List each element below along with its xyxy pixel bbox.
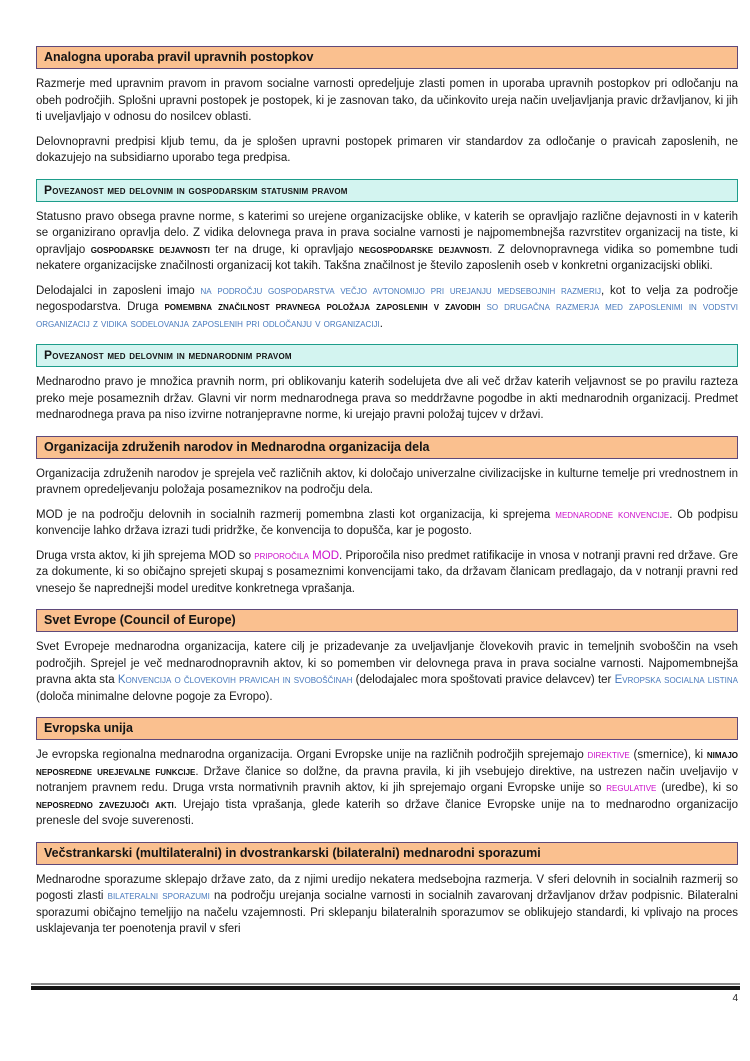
footer-rule-thick xyxy=(31,986,740,990)
section-header: Organizacija združenih narodov in Mednarodna organizacija dela xyxy=(36,436,738,459)
text-run-normal: (smernice), ki xyxy=(629,749,707,761)
paragraph xyxy=(36,548,738,598)
paragraph xyxy=(36,283,738,333)
text-run-normal: Statusno pravo obsega pravne norme, s katerimi so urejene organizacijske oblike, v katerih se opravljajo različne dejavnosti in v katerih se organizirano opravlja delo. Z vidika delovnega prava in prava socialne varnosti je najpomembnejša razvrstitev organizacij na tiste, ki opravljajo xyxy=(36,210,738,256)
text-run-magenta: direktive xyxy=(587,749,630,761)
section-header: Povezanost med delovnim in mednarodnim pravom xyxy=(36,344,738,367)
text-run-normal: Delodajalci in zaposleni imajo xyxy=(36,284,201,297)
text-run-boldcaps: gospodarske dejavnosti xyxy=(90,243,210,256)
text-run-normal: (delodajalec mora spoštovati pravice delavcev) ter xyxy=(352,674,615,686)
paragraph xyxy=(36,134,738,167)
text-run-normal: MOD je na področju delovnih in socialnih razmerij pomembna zlasti kot organizacija, ki sprejema xyxy=(36,508,556,521)
text-run-normal: , kot to velja za področje negospodarstva. Druga xyxy=(36,284,738,313)
text-run-normal: Razmerje med upravnim pravom in pravom socialne varnosti opredeljuje zlasti pomen in uporaba upravnih postopkov pri odločanju na obeh področjih. Splošni upravni postopek je postopek, ki je zasnovan tako, da učinkovito ureja način uveljavljanja pravic državljanov, ki jih ti uveljavljajo v odnosu do nosilcev oblasti. xyxy=(36,78,738,123)
section-header: Evropska unija xyxy=(36,717,738,740)
text-run-blue: so drugačna razmerja med zaposlenimi in vodstvi organizacij z vidika sodelovanja zaposlenih pri odločanju v organizaciji xyxy=(36,301,738,330)
text-run-normal: Mednarodno pravo je množica pravnih norm, pri oblikovanju katerih sodelujeta dve ali več držav katerih veljavnost se po pravilu razteza preko meje posameznih držav. Glavni vir norm mednarodnega prava so meddržavne pogodbe in akti mednarodnih organizacij. Predmet mednarodnega prava pa niso izvirne notranjepravne norme, ki urejajo pravni položaj tujcev v državi. xyxy=(36,376,738,421)
text-run-normal: . Urejajo tista vprašanja, glede katerih so države članice Evropske unije na to mednarodno organizacijo prenesle del svoje suverenosti. xyxy=(36,798,739,827)
footer-divider xyxy=(31,983,740,990)
section-header: Povezanost med delovnim in gospodarskim statusnim pravom xyxy=(36,179,738,202)
text-run-blue: na področju gospodarstva večjo avtonomijo pri urejanju medsebojnih razmerij xyxy=(200,284,602,297)
text-run-normal: Delovnopravni predpisi kljub temu, da je splošen upravni postopek primaren vir standardov za odločanje o pravicah zaposlenih, ne dokazujejo na subsidiarno uporabo tega predpisa. xyxy=(36,135,738,164)
text-run-blue: bilateralni sporazumi xyxy=(107,890,210,902)
text-run-normal: Druga vrsta aktov, ki jih sprejema MOD so xyxy=(36,549,255,562)
text-run-normal: . Države članice so dolžne, da pravna pravila, ki jih vsebujejo direktive, na ustrezen način uveljavijo v notranjem pravnem redu. Druga vrsta normativnih pravnih aktov, ki jih sprejemajo organi Evropske unije so xyxy=(36,765,738,794)
page-number: 4 xyxy=(732,993,738,1004)
text-run-boldcaps: negospodarske dejavnosti xyxy=(358,243,490,256)
text-run-normal: Svet Evropeje mednarodna organizacija, katere cilj je prizadevanje za uveljavljanje človekovih pravic in temeljnih svoboščin na vseh področjih. Sprejel je več mednarodnopravnih aktov, ki so pomemben vir delovnega prava in prava socialne varnosti. Najpomembnejša pravna akta sta xyxy=(36,641,738,686)
text-run-normal: Mednarodne sporazume sklepajo države zato, da z njimi uredijo nekatera medsebojna razmerja. V sferi delovnih in socialnih razmerij so pogosti zlasti xyxy=(36,873,738,902)
text-run-magenta: priporočila MOD xyxy=(254,549,340,562)
text-run-blue: Evropska socialna listina xyxy=(614,674,738,686)
text-run-normal: . Priporočila niso predmet ratifikacije in vnosa v notranji pravni red države. Gre za dokumente, ki so običajno sprejeti skupaj s posameznimi konvencijami tako, da državam članicam predlagajo, da v notranji pravni red vnesejo še naprednejši model ureditve konkretnega vprašanja. xyxy=(36,549,738,595)
text-run-boldcaps: pomembna značilnost pravnega položaja zaposlenih v zavodih xyxy=(164,301,481,313)
text-run-boldcaps: nimajo neposredne urejevalne funkcije xyxy=(36,749,738,778)
section-header: Večstrankarski (multilateralni) in dvostrankarski (bilateralni) mednarodni sporazumi xyxy=(36,842,738,865)
text-run-magenta: regulative xyxy=(606,782,657,794)
paragraph xyxy=(36,747,738,830)
text-run-normal: . Ob podpisu konvencije lahko država izrazi tudi pridržke, če konvencija to dopušča, kar je pogosto. xyxy=(36,508,738,537)
paragraph xyxy=(36,639,738,705)
text-run-normal: . Z delovnopravnega vidika so pomembne tudi nekatere organizacijske značilnosti organizacij kot takih. Takšna značilnost je število zaposlenih oseb v konkretni organizacijski obliki. xyxy=(36,243,738,272)
text-run-magenta: mednarodne konvencije xyxy=(555,508,670,521)
text-run-normal: (uredbe), ki so xyxy=(656,782,738,794)
text-run-normal: ter na druge, ki opravljajo xyxy=(209,243,359,256)
text-run-normal: Je evropska regionalna mednarodna organizacija. Organi Evropske unije na različnih področjih sprejemajo xyxy=(36,749,588,761)
paragraph xyxy=(36,466,738,499)
text-run-normal: Organizacija združenih narodov je sprejela več različnih aktov, ki določajo univerzalne civilizacijske in kulturne temelje pri vrednostnem in pravnem opredeljevanju položaja posameznikov na področju dela. xyxy=(36,467,738,496)
text-run-normal: na področju urejanja socialne varnosti in socialnih zavarovanj državljanov držav podpisnic. Bilateralni sporazumi običajno temeljijo na načelu vzajemnosti. Pri sklepanju bilateralnih sporazumov se oblikujejo standardi, ki vplivajo na proces usklajevanja ter poenotenja pravil v sferi xyxy=(36,890,738,935)
document-content xyxy=(36,46,738,946)
text-run-blue: Konvencija o človekovih pravicah in svoboščinah xyxy=(117,674,353,686)
paragraph xyxy=(36,76,738,126)
paragraph xyxy=(36,507,738,540)
text-run-normal: (določa minimalne delovne pogoje za Evropo). xyxy=(36,690,273,703)
paragraph xyxy=(36,872,738,938)
paragraph xyxy=(36,374,738,424)
text-run-boldcaps: neposredno zavezujoči akti xyxy=(36,798,174,811)
section-header: Svet Evrope (Council of Europe) xyxy=(36,609,738,632)
text-run-normal: . xyxy=(379,317,383,330)
paragraph xyxy=(36,209,738,275)
section-header: Analogna uporaba pravil upravnih postopkov xyxy=(36,46,738,69)
page-footer xyxy=(31,983,740,1004)
